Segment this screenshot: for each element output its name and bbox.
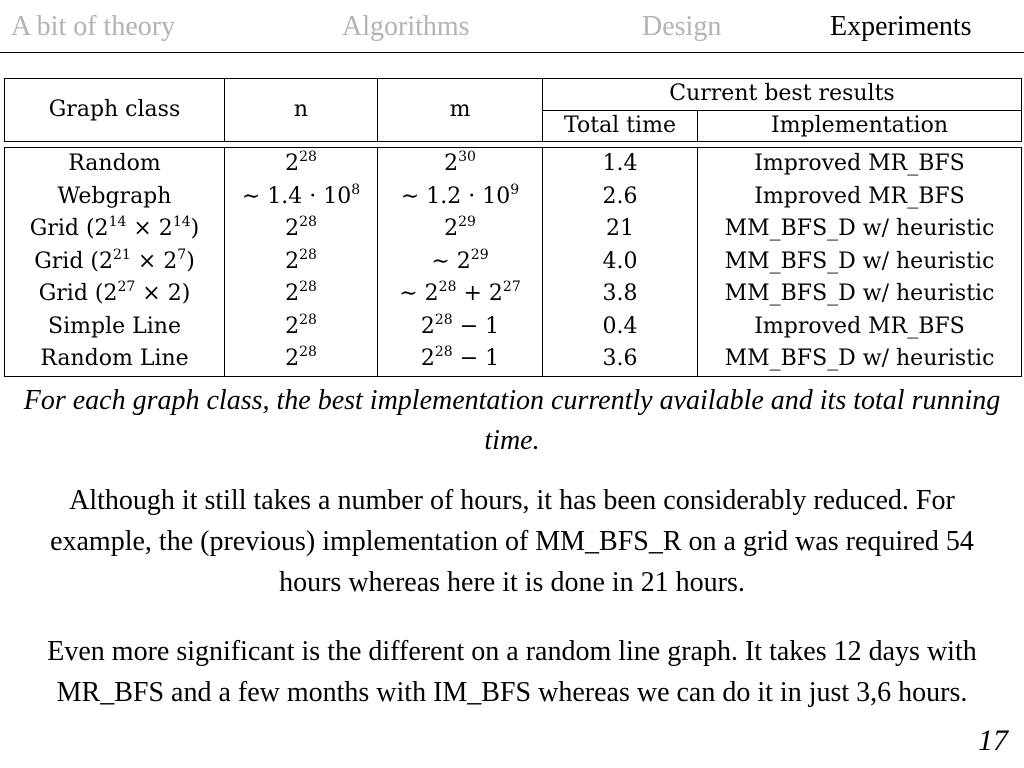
results-table: [4, 78, 1022, 376]
table-row: [5, 343, 1021, 376]
cell-graph-class: Random Line: [5, 343, 225, 376]
cell-m: $2^{29}$: [378, 213, 543, 246]
table-row: [5, 278, 1021, 311]
cell-total-time: 21: [543, 213, 698, 246]
cell-m: $2^{28} - 1$: [378, 311, 543, 344]
cell-m: ∼ $2^{29}$: [378, 246, 543, 279]
table-row: [5, 181, 1021, 214]
nav-item-algorithms[interactable]: Algorithms: [342, 11, 470, 42]
cell-total-time: 1.4: [543, 148, 698, 181]
cell-total-time: 2.6: [543, 181, 698, 214]
cell-graph-class: Grid $(2^{14} \times 2^{14})$: [5, 213, 225, 246]
cell-graph-class: Simple Line: [5, 311, 225, 344]
table-row: [5, 311, 1021, 344]
cell-total-time: 0.4: [543, 311, 698, 344]
cell-total-time: 4.0: [543, 246, 698, 279]
cell-implementation: MM_BFS_D w/ heuristic: [724, 216, 995, 241]
cell-n: ∼ $1.4 \cdot 10^8$: [225, 181, 378, 214]
paragraph-reduction: Although it still takes a number of hours, it has been considerably reduced. For example, the (previous) implementation of MM_BFS_R on a grid was required 54 hours whereas here it is done in 21 hours.: [50, 485, 974, 598]
header-total-time: Total time: [543, 111, 698, 142]
cell-implementation: Improved MR_BFS: [754, 313, 965, 339]
results-table-body: [4, 147, 1022, 377]
cell-n: $2^{28}$: [225, 278, 378, 311]
cell-n: $2^{28}$: [225, 148, 378, 181]
header-n: n: [225, 79, 378, 141]
slide-navigation-bar: [0, 0, 1024, 53]
table-row: [5, 246, 1021, 279]
cell-implementation: MM_BFS_D w/ heuristic: [724, 346, 995, 371]
header-implementation: Implementation: [771, 112, 948, 138]
cell-implementation: Improved MR_BFS: [754, 151, 965, 176]
table-row: [5, 213, 1021, 246]
nav-item-design[interactable]: Design: [642, 11, 722, 42]
cell-n: $2^{28}$: [225, 213, 378, 246]
cell-n: $2^{28}$: [225, 343, 378, 376]
cell-m: ∼ $1.2 \cdot 10^9$: [378, 181, 543, 214]
cell-total-time: 3.6: [543, 343, 698, 376]
cell-implementation: MM_BFS_D w/ heuristic: [724, 281, 995, 306]
cell-implementation: MM_BFS_D w/ heuristic: [724, 248, 995, 274]
cell-n: $2^{28}$: [225, 311, 378, 344]
cell-n: $2^{28}$: [225, 246, 378, 279]
cell-m: ∼ $2^{28} + 2^{27}$: [378, 278, 543, 311]
cell-graph-class: Grid $(2^{21} \times 2^7)$: [5, 246, 225, 279]
header-graph-class: Graph class: [5, 79, 225, 141]
nav-item-experiments[interactable]: Experiments: [830, 11, 972, 42]
cell-graph-class: Grid $(2^{27} \times 2)$: [5, 278, 225, 311]
cell-m: $2^{30}$: [378, 148, 543, 181]
cell-graph-class: Random: [5, 148, 225, 181]
paragraph-random-line: Even more significant is the different on a random line graph. It takes 12 days with MR_BFS and a few months with IM_BFS whereas we can do it in just 3,6 hours.: [47, 636, 977, 708]
table-caption: For each graph class, the best implementation currently available and its total running time.: [23, 385, 1001, 456]
table-row: [5, 148, 1021, 181]
header-m: m: [378, 79, 543, 141]
results-table-header: [4, 78, 1022, 142]
header-current-best-results: Current best results: [543, 79, 1021, 111]
nav-item-theory[interactable]: A bit of theory: [11, 11, 176, 42]
cell-graph-class: Webgraph: [5, 181, 225, 214]
cell-implementation: Improved MR_BFS: [754, 183, 965, 209]
page-number: 17: [978, 724, 1008, 757]
cell-m: $2^{28} - 1$: [378, 343, 543, 376]
cell-total-time: 3.8: [543, 278, 698, 311]
